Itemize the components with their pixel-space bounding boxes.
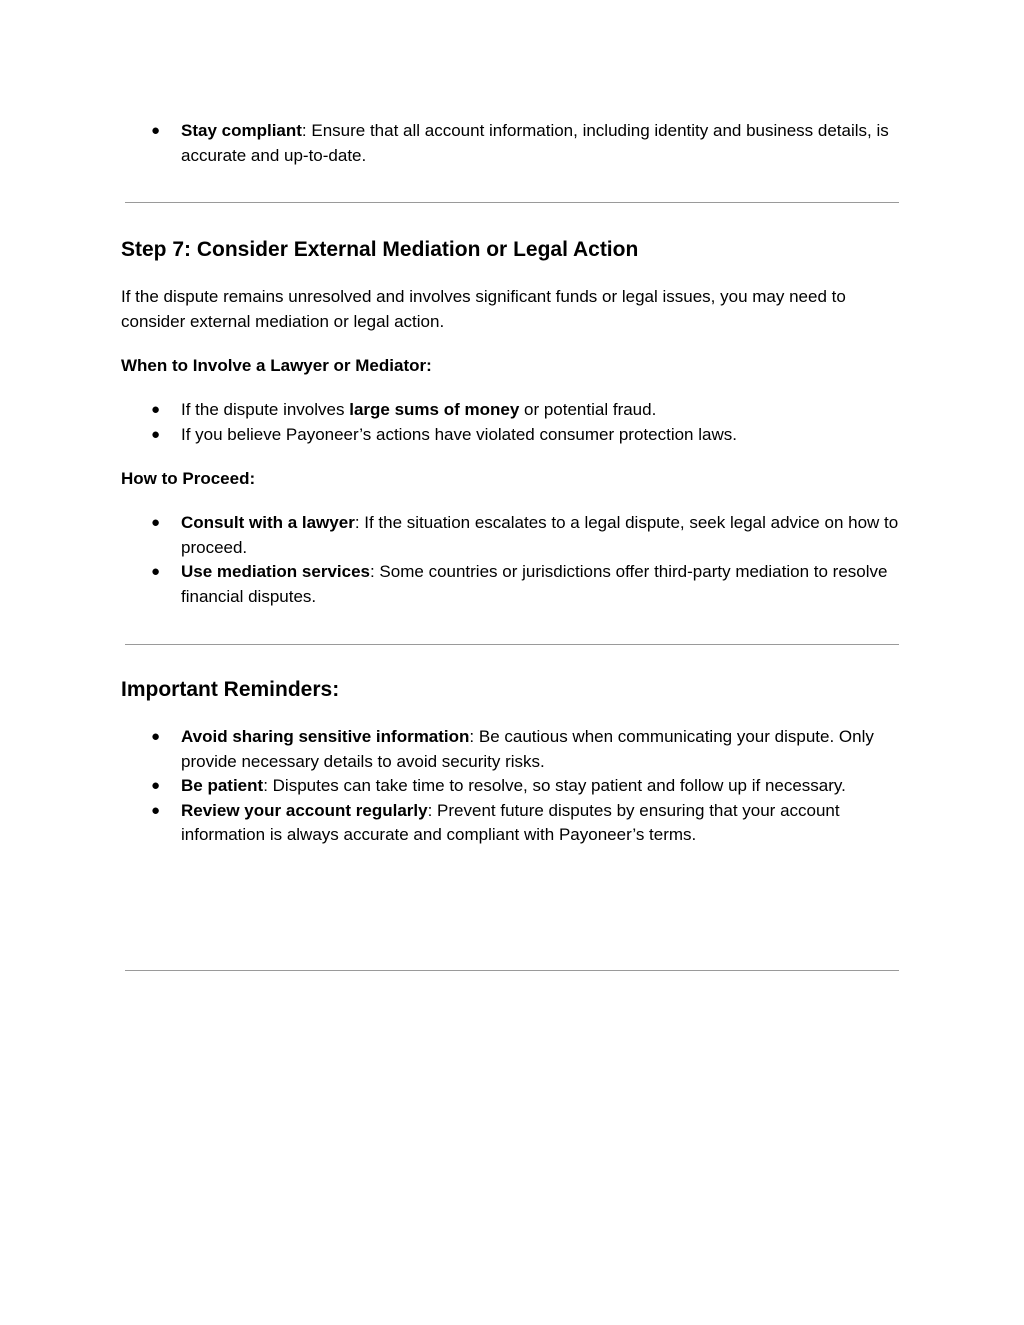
bullet-icon: ● xyxy=(151,801,161,819)
section-heading-important-reminders: Important Reminders: xyxy=(121,678,340,701)
list-item-term: Consult with a lawyer xyxy=(181,513,355,532)
list-item-emphasis: large sums of money xyxy=(349,400,520,419)
list-item-text: or potential fraud. xyxy=(519,400,657,419)
bullet-icon: ● xyxy=(151,728,161,745)
how-to-proceed-list xyxy=(0,511,1024,609)
reminders-list xyxy=(0,725,1024,848)
bullet-icon: ● xyxy=(151,563,161,580)
list-item xyxy=(0,423,901,448)
list-item-text: : Be cautious when communicating your dispute. Only provide necessary details to avoid security risks. xyxy=(181,727,874,771)
list-item xyxy=(0,511,901,560)
list-item-text: : Prevent future disputes by ensuring that your account information is always accurate and compliant with Payoneer’s terms. xyxy=(181,800,840,844)
list-item xyxy=(0,119,901,168)
horizontal-divider xyxy=(125,644,899,645)
list-item-term: Stay compliant xyxy=(181,121,302,140)
bullet-icon: ● xyxy=(151,425,161,443)
list-item-text: If you believe Payoneer’s actions have violated consumer protection laws. xyxy=(181,424,737,444)
list-item-text: : Ensure that all account information, including identity and business details, is accurate and up-to-date. xyxy=(181,121,889,165)
section-paragraph: If the dispute remains unresolved and involves significant funds or legal issues, you may need to consider external mediation or legal action. xyxy=(121,287,846,331)
bullet-icon: ● xyxy=(151,777,161,794)
bullet-icon: ● xyxy=(151,514,161,531)
list-item-term: Review your account regularly xyxy=(181,800,428,820)
list-item xyxy=(0,560,901,609)
list-item xyxy=(0,799,901,848)
list-item xyxy=(0,398,901,423)
bullet-icon: ● xyxy=(151,122,161,139)
list-item-text: : Some countries or jurisdictions offer third-party mediation to resolve financial disputes. xyxy=(181,562,888,606)
list-item xyxy=(0,725,901,774)
list-item-term: Use mediation services xyxy=(181,562,370,581)
list-item-text: : Disputes can take time to resolve, so stay patient and follow up if necessary. xyxy=(263,776,846,795)
compliance-list xyxy=(0,119,1024,168)
list-item xyxy=(0,774,901,799)
section-heading-step-7: Step 7: Consider External Mediation or Legal Action xyxy=(121,238,639,261)
horizontal-divider xyxy=(125,202,899,203)
list-item-text: : If the situation escalates to a legal dispute, seek legal advice on how to proceed. xyxy=(181,513,899,557)
list-item-term: Avoid sharing sensitive information xyxy=(181,727,470,746)
bullet-icon: ● xyxy=(151,401,161,418)
list-item-text: If the dispute involves xyxy=(181,400,350,419)
subheading-when-to-involve: When to Involve a Lawyer or Mediator: xyxy=(121,356,432,375)
horizontal-divider xyxy=(125,970,899,971)
subheading-how-to-proceed: How to Proceed: xyxy=(121,469,256,488)
list-item-term: Be patient xyxy=(181,776,264,795)
when-to-involve-list xyxy=(0,398,1024,447)
